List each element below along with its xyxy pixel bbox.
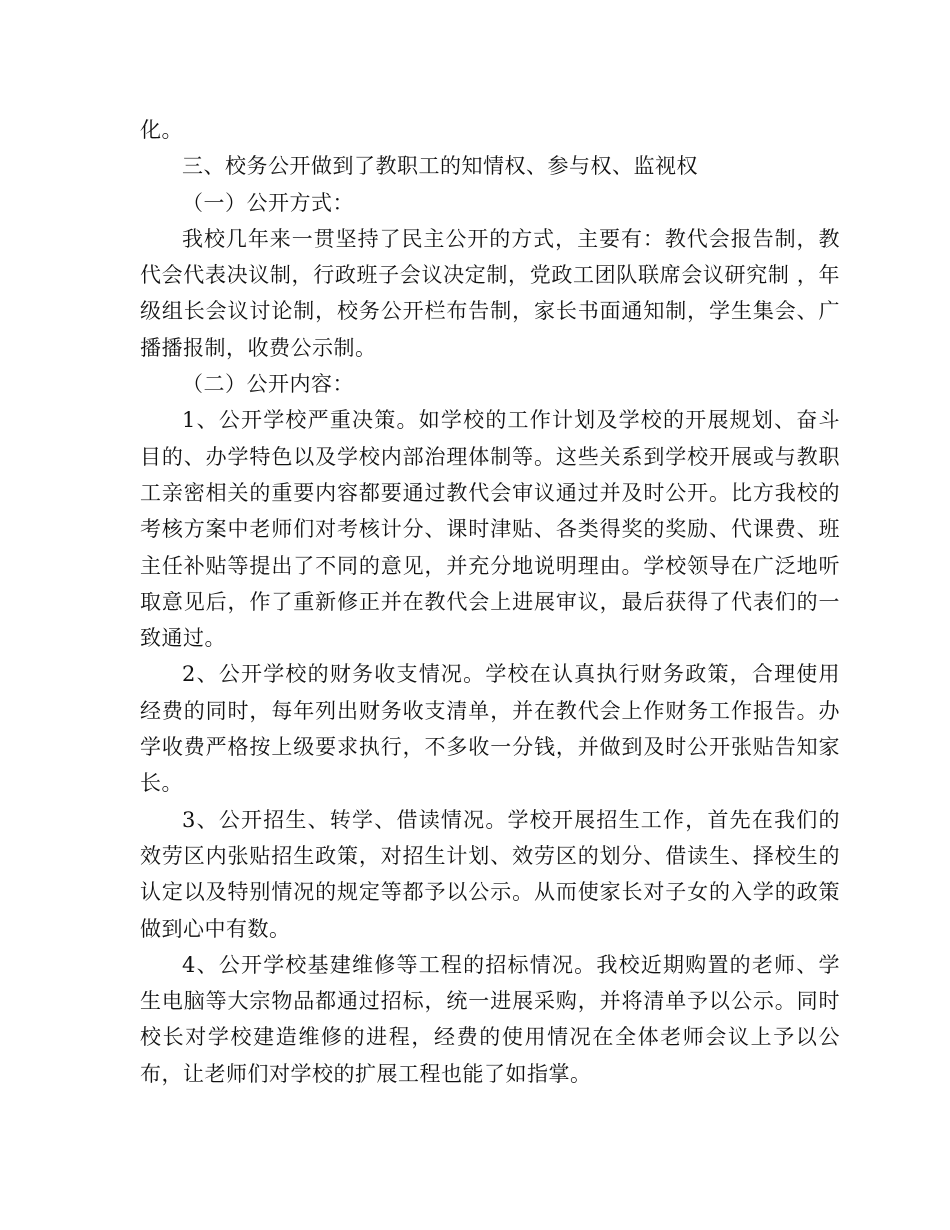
subsection-heading: （一）公开方式： <box>182 190 354 215</box>
paragraph: 3、公开招生、转学、借读情况。学校开展招生工作，首先在我们的效劳区内张贴招生政策，对招生计划、效劳区的划分、借读生、择校生的认定以及特别情况的规定等都予以公示。从而使家长对子女的入学的政策做到心中有数。 <box>140 807 840 941</box>
paragraph: 4、公开学校基建维修等工程的招标情况。我校近期购置的老师、学生电脑等大宗物品都通过招标，统一进展采购，并将清单予以公示。同时校长对学校建造维修的进程，经费的使用情况在全体老师会议上予以公布，让老师们对学校的扩展工程也能了如指掌。 <box>140 952 840 1086</box>
paragraph-continuation: 化。 <box>140 118 183 142</box>
paragraph: 2、公开学校的财务收支情况。学校在认真执行财务政策，合理使用经费的同时，每年列出财务收支清单，并在教代会上作财务工作报告。办学收费严格按上级要求执行，不多收一分钱，并做到及时公开张贴告知家长。 <box>140 662 840 796</box>
section-heading: 三、校务公开做到了教职工的知情权、参与权、监视权 <box>182 154 698 179</box>
paragraph: 1、公开学校严重决策。如学校的工作计划及学校的开展规划、奋斗目的、办学特色以及学校内部治理体制等。这些关系到学校开展或与教职工亲密相关的重要内容都要通过教代会审议通过并及时公开。比方我校的考核方案中老师们对考核计分、课时津贴、各类得奖的奖励、代课费、班主任补贴等提出了不同的意见，并充分地说明理由。学校领导在广泛地听取意见后，作了重新修正并在教代会上进展审议，最后获得了代表们的一致通过。 <box>140 408 840 651</box>
subsection-heading: （二）公开内容： <box>182 372 354 397</box>
paragraph: 我校几年来一贯坚持了民主公开的方式，主要有：教代会报告制，教代会代表决议制，行政班子会议决定制，党政工团队联席会议研究制 ，年级组长会议讨论制，校务公开栏布告制，家长书面通知制，学生集会、广播播报制，收费公示制。 <box>140 226 840 360</box>
document-body <box>140 112 840 1092</box>
